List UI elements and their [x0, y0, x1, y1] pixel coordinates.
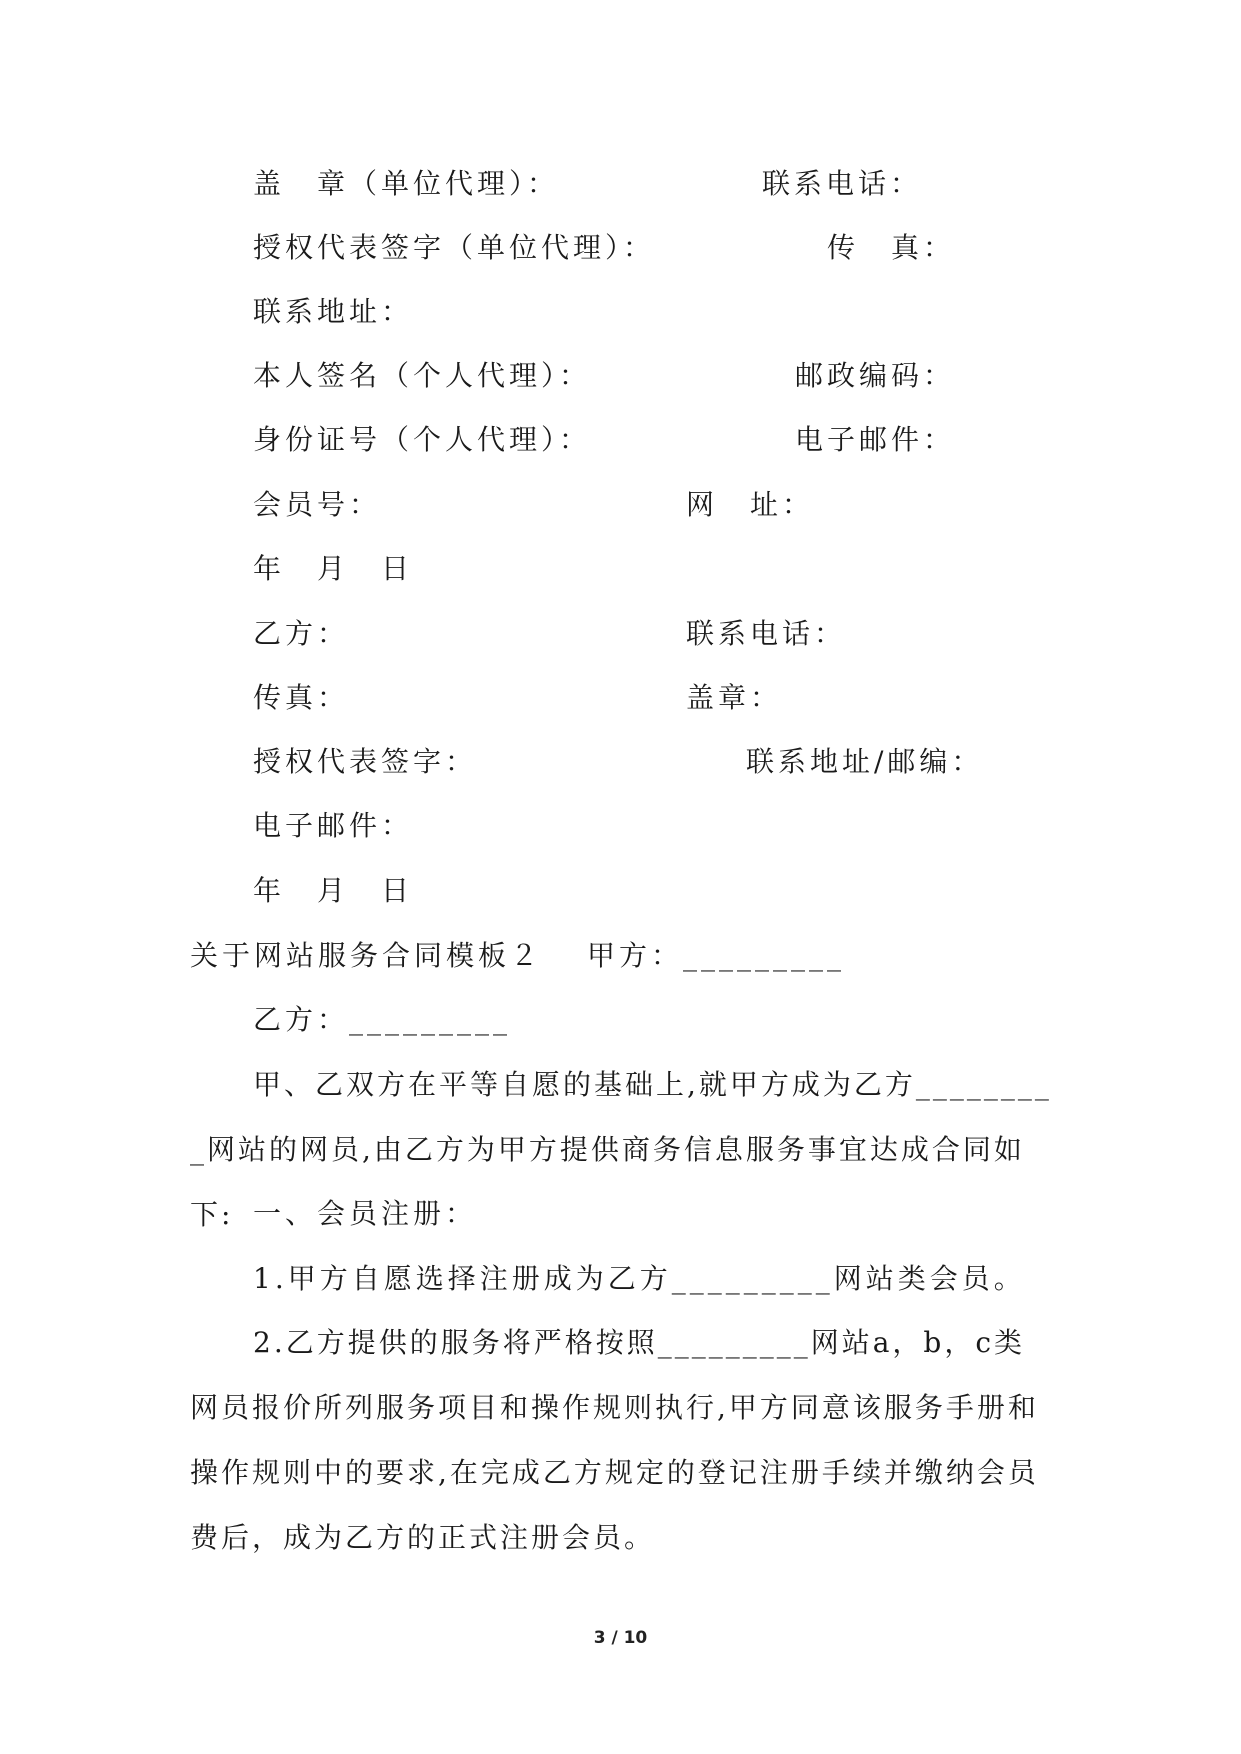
page-number: 3 / 10: [593, 1628, 648, 1648]
date-label: 年 月 日: [253, 552, 414, 585]
fax-label: 传 真：: [827, 231, 956, 264]
member-number-label: 会员号：: [253, 488, 382, 521]
contract-intro-paragraph: 甲、乙双方在平等自愿的基础上,就甲方成为乙方_________网站的网员,由乙方为甲方提供商务信息服务事宜达成合同如下:: [190, 1068, 1052, 1231]
party-b-auth-sign-label: 授权代表签字：: [253, 745, 478, 778]
website-label: 网 址：: [686, 488, 815, 521]
party-b-label: 乙方：: [253, 617, 350, 650]
party-b-phone-label: 联系电话：: [686, 617, 847, 650]
contract-heading: 关于网站服务合同模板２: [190, 939, 543, 972]
auth-sign-label: 授权代表签字（单位代理）：: [253, 231, 656, 264]
party-b-seal-label: 盖章：: [686, 681, 783, 714]
personal-sign-label: 本人签名（个人代理）：: [253, 359, 592, 392]
party-b-date-label: 年 月 日: [253, 874, 414, 907]
party-b-fax-label: 传真：: [253, 681, 350, 714]
phone-label: 联系电话：: [762, 167, 923, 200]
clause-1: 1.甲方自愿选择注册成为乙方_________网站类会员。: [253, 1262, 1026, 1295]
contract-party-a: 甲方：_________: [587, 939, 846, 972]
section-1-title: 一、会员注册：: [253, 1197, 478, 1230]
contract-party-b: 乙方：_________: [253, 1003, 512, 1036]
id-number-label: 身份证号（个人代理）：: [253, 423, 592, 456]
party-b-address-postcode-label: 联系地址/邮编：: [746, 745, 984, 778]
clause-2-paragraph: 2.乙方提供的服务将严格按照_________网站a，b，c类网员报价所列服务项目和操作规则执行,甲方同意该服务手册和操作规则中的要求,在完成乙方规定的登记注册手续并缴纳会员费后，成为乙方的正式注册会员。: [190, 1326, 1039, 1554]
email-label: 电子邮件：: [795, 423, 956, 456]
party-b-email-label: 电子邮件：: [253, 809, 414, 842]
seal-label: 盖 章（单位代理）：: [253, 167, 560, 200]
postcode-label: 邮政编码：: [795, 359, 956, 392]
address-label: 联系地址：: [253, 295, 414, 328]
